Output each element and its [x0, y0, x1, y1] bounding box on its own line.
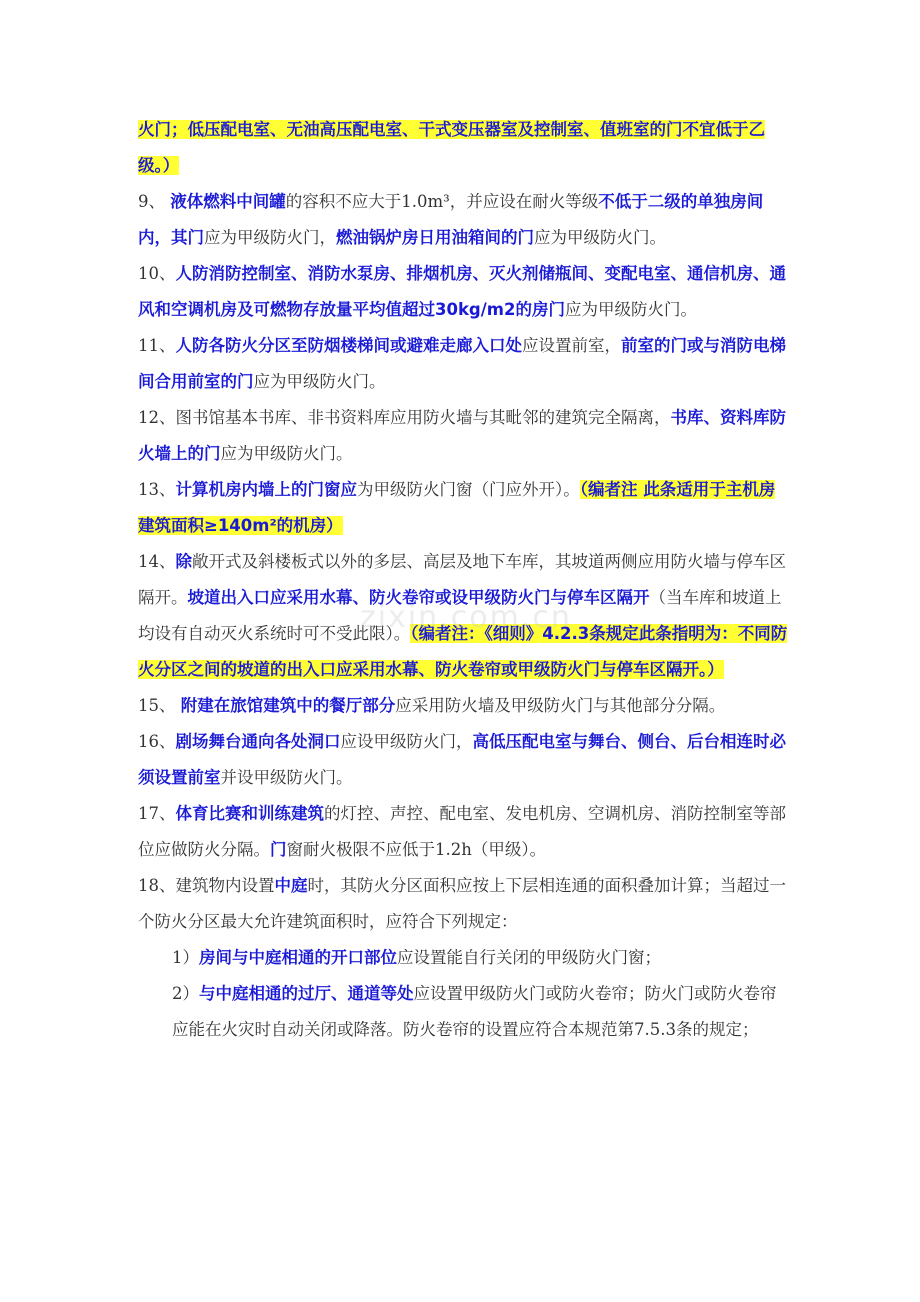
document-body — [138, 112, 788, 1048]
highlighted-note: 火门；低压配电室、无油高压配电室、干式变压器室及控制室、值班室的门不宜低于乙级。） — [138, 120, 765, 175]
emphasis-text: 高低压配电室与舞台、侧台、后台相连时必须设置前室 — [138, 732, 786, 787]
body-text: 为甲级防火门窗（门应外开）。 — [357, 480, 580, 499]
body-text: 的灯控、声控、配电室、发电机房、空调机房、消防控制室等部位应做防火分隔。 — [138, 804, 786, 859]
highlighted-note: （编者注：《细则》4.2.3条规定此条指明为：不同防火分区之间的坡道的出入口应采用水幕、防火卷帘或甲级防火门与停车区隔开。） — [138, 624, 788, 679]
body-text: 时，其防火分区面积应按上下层相连通的面积叠加计算；当超过一个防火分区最大允许建筑面积时，应符合下列规定： — [138, 876, 786, 931]
body-text: 应设置甲级防火门或防火卷帘；防火门或防火卷帘应能在火灾时自动关闭或降落。防火卷帘的设置应符合本规范第7.5.3条的规定； — [172, 984, 777, 1039]
emphasis-text: 燃油锅炉房日用油箱间的门 — [336, 228, 534, 247]
body-text: 并设甲级防火门。 — [220, 768, 353, 787]
emphasis-text: 体育比赛和训练建筑 — [175, 804, 324, 823]
body-text: 15、 — [138, 696, 181, 715]
paragraph — [138, 796, 788, 868]
body-text: 16、 — [138, 732, 176, 751]
body-text: 9、 — [138, 192, 171, 211]
body-text: 应设置前室， — [522, 336, 621, 355]
body-text: 1） — [172, 948, 199, 967]
emphasis-text: 书库、资料库防火墙上的门 — [138, 408, 786, 463]
body-text: 17、 — [138, 804, 176, 823]
body-text: 13、 — [138, 480, 176, 499]
paragraph — [138, 868, 788, 940]
highlighted-note: （编者注 此条适用于主机房建筑面积≥140m²的机房） — [138, 480, 776, 535]
paragraph — [138, 472, 788, 544]
body-text: 窗耐火极限不应低于1.2h（甲级）。 — [286, 840, 547, 859]
paragraph — [138, 976, 788, 1048]
emphasis-text: 液体燃料中间罐 — [170, 192, 286, 211]
paragraph — [138, 256, 788, 328]
body-text: 11、 — [138, 336, 176, 355]
paragraph — [138, 400, 788, 472]
body-text: 应为甲级防火门。 — [220, 444, 353, 463]
body-text: 应为甲级防火门， — [204, 228, 336, 247]
body-text: 18、建筑物内设置 — [138, 876, 275, 895]
emphasis-text: 中庭 — [274, 876, 308, 895]
body-text: 的容积不应大于1.0m³，并应设在耐火等级 — [285, 192, 599, 211]
body-text: 应采用防火墙及甲级防火门与其他部分分隔。 — [395, 696, 726, 715]
body-text: 10、 — [138, 264, 176, 283]
emphasis-text: 不低于二级的单独房间内，其门 — [138, 192, 764, 247]
emphasis-text: 门 — [270, 840, 287, 859]
body-text: 应为甲级防火门。 — [253, 372, 386, 391]
emphasis-text: 除 — [175, 552, 192, 571]
body-text: 应设置能自行关闭的甲级防火门窗； — [397, 948, 661, 967]
body-text: 12、图书馆基本书库、非书资料库应用防火墙与其毗邻的建筑完全隔离， — [138, 408, 671, 427]
paragraph — [138, 328, 788, 400]
paragraph — [138, 112, 788, 184]
emphasis-text: 人防各防火分区至防烟楼梯间或避难走廊入口处 — [175, 336, 522, 355]
body-text: 应为甲级防火门。 — [564, 300, 697, 319]
paragraph — [138, 184, 788, 256]
emphasis-text: 剧场舞台通向各处洞口 — [175, 732, 341, 751]
body-text: 应设甲级防火门， — [340, 732, 473, 751]
body-text: （当车库和坡道上均设有自动灭火系统时可不受此限）。 — [138, 588, 782, 643]
emphasis-text: 附建在旅馆建筑中的餐厅部分 — [180, 696, 396, 715]
watermark: zixin.com.cn — [360, 600, 572, 635]
body-text: 敞开式及斜楼板式以外的多层、高层及地下车库，其坡道两侧应用防火墙与停车区隔开。 — [138, 552, 786, 607]
emphasis-text: 前室的门或与消防电梯间合用前室的门 — [138, 336, 786, 391]
paragraph — [138, 724, 788, 796]
body-text: 14、 — [138, 552, 176, 571]
emphasis-text: 房间与中庭相通的开口部位 — [199, 948, 397, 967]
body-text: 应为甲级防火门。 — [534, 228, 666, 247]
paragraph — [138, 688, 788, 724]
emphasis-text: 计算机房内墙上的门窗应 — [175, 480, 357, 499]
emphasis-text: 人防消防控制室、消防水泵房、排烟机房、灭火剂储瓶间、变配电室、通信机房、通风和空调机房及可燃物存放量平均值超过30kg/m2的房门 — [138, 264, 786, 319]
emphasis-text: 坡道出入口应采用水幕、防火卷帘或设甲级防火门与停车区隔开 — [187, 588, 650, 607]
body-text: 2） — [172, 984, 199, 1003]
emphasis-text: 与中庭相通的过厅、通道等处 — [199, 984, 414, 1003]
paragraph — [138, 940, 788, 976]
